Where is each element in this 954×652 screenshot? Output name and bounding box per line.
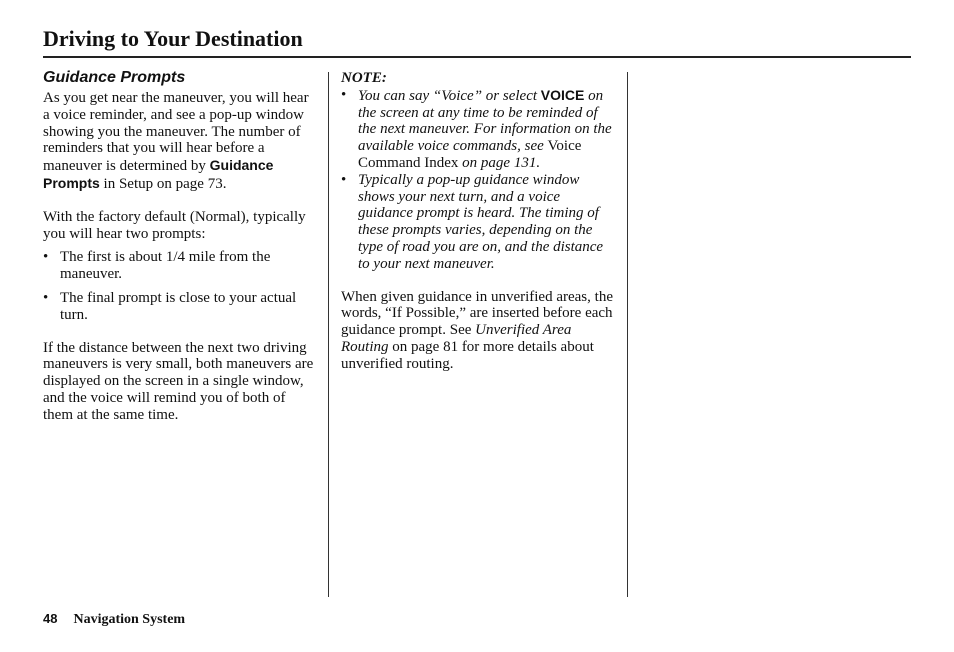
note-label: NOTE:: [341, 70, 387, 86]
page-footer: [43, 610, 185, 629]
note-item: [341, 172, 615, 273]
list-item: [43, 249, 318, 283]
page-title: Driving to Your Destination: [43, 26, 303, 51]
guidance-prompts-term: Guidance Prompts: [43, 157, 274, 191]
note2-text: Typically a pop-up guidance window shows your next turn, and a voice guidance prompt is heard. The timing of these prompts varies, depending on the type of road you are on, and the distance to your next maneuver.: [358, 171, 604, 272]
unverified-text-1: When given guidance in unverified areas, the words, “If Possible,” are inserted before each guidance prompt. See: [341, 288, 613, 339]
paragraph-distance: If the distance between the next two driving maneuvers is very small, both maneuvers are displayed on the screen in a single window, and the voice will remind you of both of them at the same time.: [43, 339, 314, 423]
note-item: [341, 87, 615, 172]
note-list: [341, 87, 615, 273]
section-heading: Guidance Prompts: [43, 69, 186, 86]
bullet-glyph: •: [341, 86, 347, 103]
bullet-glyph: •: [43, 289, 49, 306]
voice-term: VOICE: [540, 86, 585, 103]
unverified-area-routing-ref: Unverified Area Routing: [341, 322, 572, 355]
intro-text-after: in Setup on page 73.: [99, 175, 227, 192]
bullet-glyph: •: [341, 171, 347, 188]
prompt-list: [43, 249, 318, 323]
note1-text-3: on page 131.: [458, 154, 541, 171]
note1-text-1: You can say “Voice” or select: [358, 87, 541, 104]
title-rule: [43, 56, 911, 58]
list-item: [43, 290, 318, 324]
page-number: 48: [43, 611, 58, 626]
list-item-text: The final prompt is close to your actual turn.: [60, 289, 297, 323]
footer-section-title: Navigation System: [73, 612, 186, 627]
column-divider-1: [328, 72, 329, 597]
note1-text-2: on the screen at any time to be reminded of the next maneuver. For information on the available voice commands, see: [358, 87, 612, 155]
paragraph-unverified: [341, 289, 615, 373]
column-2: [341, 68, 615, 373]
column-1: [43, 68, 318, 424]
list-item-text: The first is about 1/4 mile from the maneuver.: [60, 249, 271, 283]
voice-command-index-ref: Voice Command Index: [358, 138, 582, 171]
paragraph-intro: [43, 90, 318, 193]
unverified-text-2: on page 81 for more details about unverified routing.: [341, 338, 594, 372]
intro-text-before: As you get near the maneuver, you will hear a voice reminder, and see a pop-up window showing you the maneuver. The number of reminders that you will hear before a maneuver is determined by: [43, 90, 309, 175]
paragraph-default: With the factory default (Normal), typically you will hear two prompts:: [43, 208, 306, 242]
column-divider-2: [627, 72, 628, 597]
bullet-glyph: •: [43, 249, 49, 266]
